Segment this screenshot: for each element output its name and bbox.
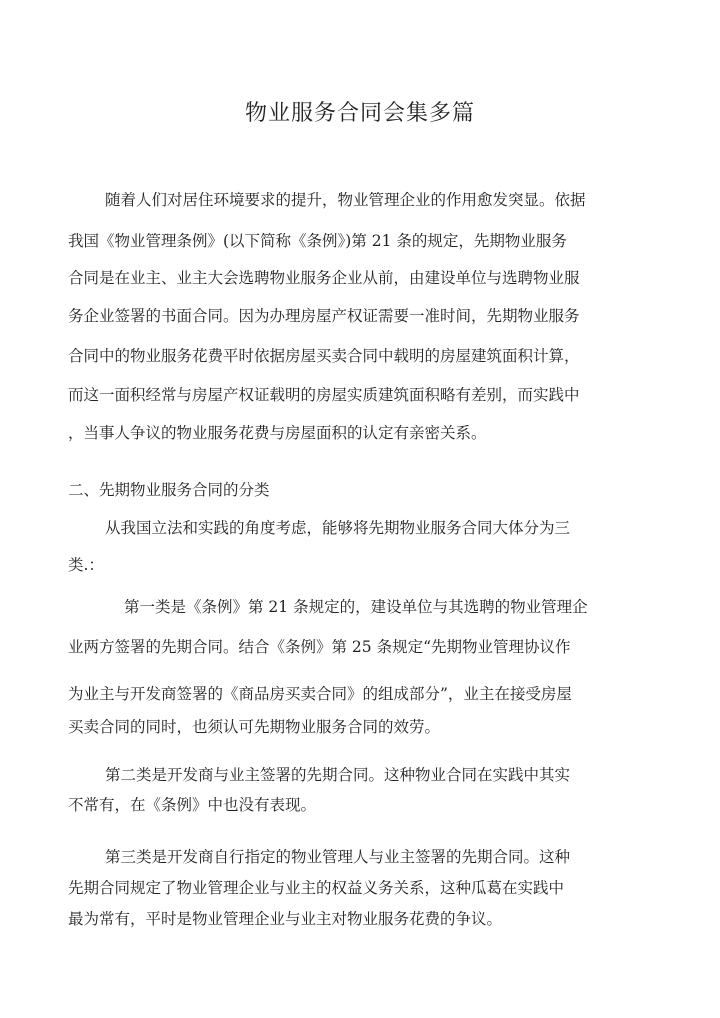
paragraph-line: 合同是在业主、业主大会选聘物业服务企业从前，由建设单位与选聘物业服 <box>68 269 580 287</box>
paragraph-line: 不常有，在《条例》中也没有表现。 <box>68 796 317 814</box>
paragraph-line: 买卖合同的同时，也须认可先期物业服务合同的效劳。 <box>68 718 441 736</box>
paragraph-line: 合同中的物业服务花费平时依据房屋买卖合同中载明的房屋建筑面积计算， <box>68 347 580 365</box>
paragraph-line: 最为常有，平时是物业管理企业与业主对物业服务花费的争议。 <box>68 910 503 928</box>
paragraph-line: 从我国立法和实践的角度考虑，能够将先期物业服务合同大体分为三 <box>105 519 571 537</box>
paragraph-line: 第一类是《条例》第 21 条规定的，建设单位与其选聘的物业管理企 <box>124 598 588 616</box>
paragraph-line: 业两方签署的先期合同。结合《条例》第 25 条规定“先期物业管理协议作 <box>68 638 571 656</box>
section-heading: 二、先期物业服务合同的分类 <box>68 481 270 499</box>
paragraph-line: 第二类是开发商与业主签署的先期合同。这种物业合同在实践中其实 <box>105 766 571 784</box>
paragraph-line: 务企业签署的书面合同。因为办理房屋产权证需要一准时间，先期物业服务 <box>68 307 580 325</box>
paragraph-line: 我国《物业管理条例》(以下简称《条例》)第 21 条的规定，先期物业服务 <box>68 232 567 250</box>
paragraph-line: 类.： <box>68 556 104 574</box>
paragraph-line: 为业主与开发商签署的《商品房买卖合同》的组成部分”，业主在接受房屋 <box>68 685 572 703</box>
paragraph-line: 先期合同规定了物业管理企业与业主的权益义务关系，这种瓜葛在实践中 <box>68 879 565 897</box>
paragraph-line: 随着人们对居住环境要求的提升，物业管理企业的作用愈发突显。依据 <box>105 191 586 209</box>
paragraph-line: 第三类是开发商自行指定的物业管理人与业主签署的先期合同。这种 <box>105 848 571 866</box>
document-title: 物业服务合同会集多篇 <box>244 101 475 126</box>
paragraph-line: 而这一面积经常与房屋产权证载明的房屋实质建筑面积略有差别，而实践中 <box>68 386 580 404</box>
paragraph-line: ，当事人争议的物业服务花费与房屋面积的认定有亲密关系。 <box>68 424 487 442</box>
